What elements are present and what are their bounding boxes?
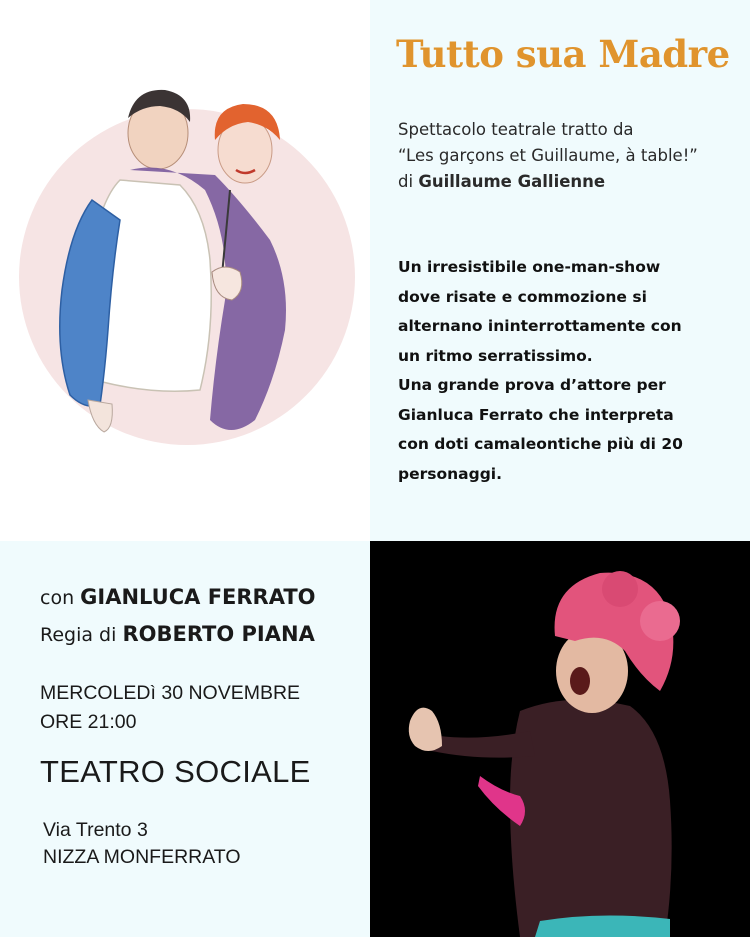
description-line: Una grande prova d’attore per <box>398 376 666 394</box>
cast-line <box>40 585 316 609</box>
cast-prefix: con <box>40 587 81 609</box>
event-details-panel <box>0 541 370 937</box>
man-hand <box>88 400 112 432</box>
stage-photo <box>370 541 750 937</box>
description-line: alternano ininterrottamente con <box>398 317 682 335</box>
description-line: personaggi. <box>398 464 503 483</box>
turban-fold <box>640 601 680 641</box>
actor-photo <box>370 541 750 937</box>
description-line: Gianluca Ferrato che interpreta <box>398 405 674 424</box>
venue-street: Via Trento 3 <box>43 819 148 841</box>
subtitle-line-3 <box>398 169 698 195</box>
show-description <box>398 253 743 489</box>
actor-costume <box>510 700 672 937</box>
description-line: un ritmo serratissimo. <box>398 346 593 365</box>
info-panel <box>370 0 750 541</box>
subtitle-line-1: Spettacolo teatrale tratto da <box>398 120 634 139</box>
turban-fold <box>602 571 638 607</box>
illustration-panel <box>0 0 370 541</box>
subtitle-line-2: “Les garçons et Guillaume, à table!” <box>398 146 698 165</box>
couple-illustration <box>0 0 370 541</box>
subtitle-author: Guillaume Gallienne <box>418 172 606 191</box>
venue-name: TEATRO SOCIALE <box>40 754 311 789</box>
description-line: con doti camaleontiche più di 20 <box>398 435 683 453</box>
description-line: dove risate e commozione si <box>398 287 647 306</box>
event-date: MERCOLEDì 30 NOVEMBRE <box>40 682 301 704</box>
subtitle-prefix: di <box>398 172 419 191</box>
event-time: ORE 21:00 <box>40 711 137 733</box>
actor-mouth <box>570 667 590 695</box>
director-prefix: Regia di <box>40 624 123 646</box>
show-subtitle <box>398 117 698 195</box>
venue-city: NIZZA MONFERRATO <box>43 846 241 868</box>
director-line <box>40 622 315 646</box>
show-title: Tutto sua Madre <box>396 32 730 76</box>
cast-name: GIANLUCA FERRATO <box>80 585 316 609</box>
director-name: ROBERTO PIANA <box>122 622 315 646</box>
description-line: Un irresistibile one-man-show <box>398 258 661 276</box>
